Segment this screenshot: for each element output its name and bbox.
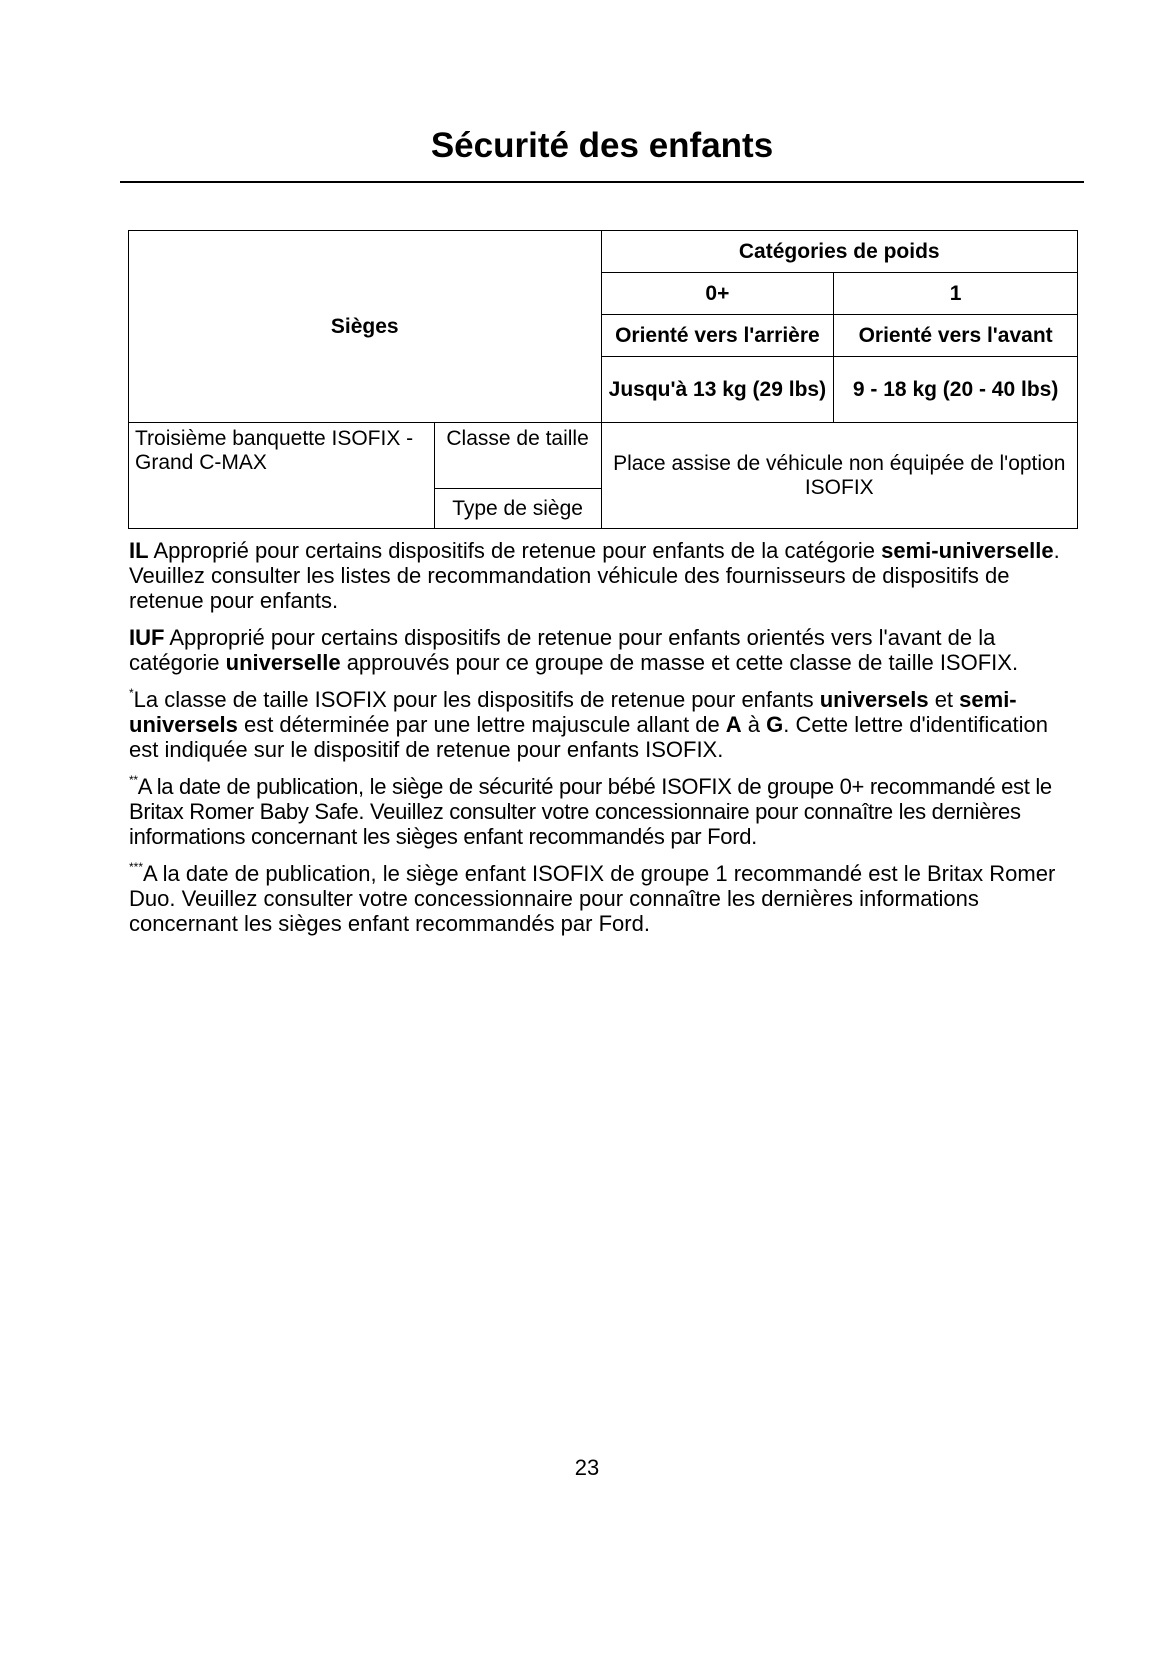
seat-type-label: Type de siège [434, 489, 601, 529]
title-divider [120, 181, 1084, 183]
note-baby-seat: **A la date de publication, le siège de sécurité pour bébé ISOFIX de groupe 0+ recommandé est le Britax Romer Baby Safe. Veuillez consulter votre concessionnaire pour connaître les dernières informations concernant les sièges enfant recommandés par Ford. [129, 773, 1052, 849]
footnotes [129, 538, 1079, 948]
not-equipped-cell: Place assise de véhicule non équipée de l'option ISOFIX [601, 423, 1078, 529]
note-il-code: IL [129, 538, 149, 563]
weight-categories-header: Catégories de poids [601, 231, 1078, 273]
note-iuf: IUF Approprié pour certains dispositifs de retenue pour enfants orientés vers l'avant de la catégorie universelle approuvés pour ce groupe de masse et cette classe de taille ISOFIX. [129, 625, 1019, 675]
weight-1: 9 - 18 kg (20 - 40 lbs) [834, 357, 1078, 423]
page-title: Sécurité des enfants [430, 126, 774, 165]
page-number: 23 [574, 1455, 600, 1480]
row-seat-name: Troisième banquette ISOFIX - Grand C-MAX [129, 423, 435, 529]
group-1-header: 1 [834, 273, 1078, 315]
note-size-class: *La classe de taille ISOFIX pour les dispositifs de retenue pour enfants universels et semi-universels est déterminée par une lettre majuscule allant de A à G. Cette lettre d'identification est indiquée sur le dispositif de retenue pour enfants ISOFIX. [129, 686, 1048, 762]
size-class-label: Classe de taille [434, 423, 601, 489]
rear-facing-header: Orienté vers l'arrière [601, 315, 834, 357]
note-child-seat: ***A la date de publication, le siège enfant ISOFIX de groupe 1 recommandé est le Britax Romer Duo. Veuillez consulter votre concessionnaire pour connaître les dernières informations concernant les sièges enfant recommandés par Ford. [129, 860, 1056, 936]
seats-header: Sièges [129, 231, 602, 423]
note-il: IL Approprié pour certains dispositifs de retenue pour enfants de la catégorie semi-universelle. Veuillez consulter les listes de recommandation véhicule des fournisseurs de dispositifs de retenue pour enfants. [129, 538, 1060, 613]
group-0plus-header: 0+ [601, 273, 834, 315]
weight-0plus: Jusqu'à 13 kg (29 lbs) [601, 357, 834, 423]
forward-facing-header: Orienté vers l'avant [834, 315, 1078, 357]
note-iuf-code: IUF [129, 625, 165, 650]
isofix-seat-table [128, 230, 1078, 529]
